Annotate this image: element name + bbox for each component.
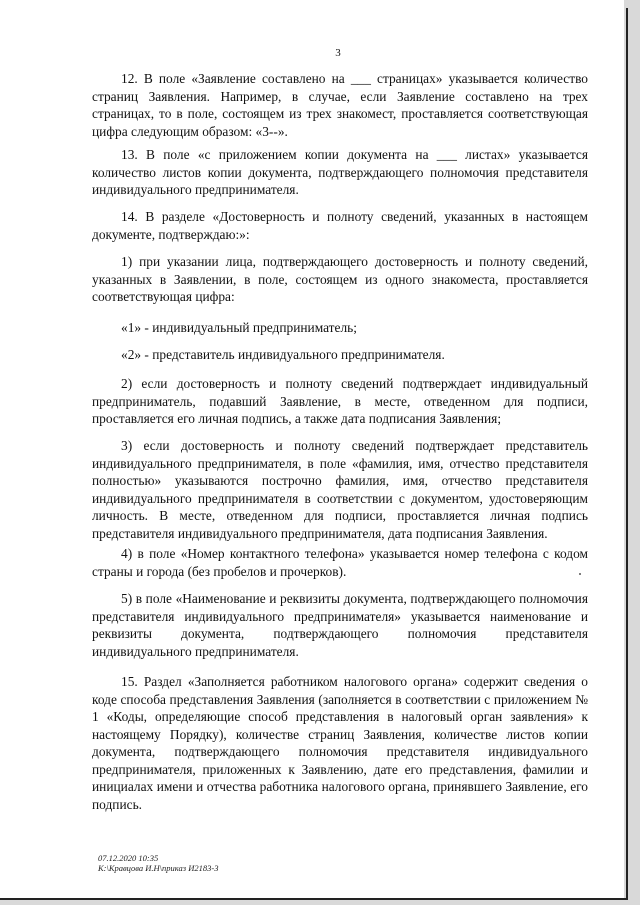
paragraph-12: 12. В поле «Заявление составлено на ___ страницах» указывается количество страниц Заявления. Например, в случае, если Заявление составлено на трех страницах, то в поле, состоящем из трех знакомест, проставляется соответствующая цифра следующим образом: «3--».: [92, 71, 588, 139]
paragraph-14: 14. В разделе «Достоверность и полноту сведений, указанных в настоящем документе, подтверждаю:»:: [92, 209, 588, 242]
document-footer: [98, 853, 218, 873]
paragraph-13: 13. В поле «с приложением копии документа на ___ листах» указывается количество листов копии документа, подтверждающего полномочия представителя индивидуального предпринимателя.: [92, 147, 588, 197]
paragraph-14-item-3: 3) если достоверность и полноту сведений подтверждает представитель индивидуального предпринимателя, в поле «фамилия, имя, отчество представителя полностью» указываются построчно фамилия, имя, отчество представителя индивидуального предпринимателя в соответствии с документом, удостоверяющим личность. В месте, отведенном для подписи, проставляется личная подпись представителя индивидуального предпринимателя, дата подписания Заявления.: [92, 438, 588, 541]
paragraph-15: 15. Раздел «Заполняется работником налогового органа» содержит сведения о коде способа представления Заявления (заполняется в соответствии с приложением № 1 «Коды, определяющие способ представления в налоговый орган заявления» к настоящему Порядку), количестве страниц Заявления, количестве листов копии документа, подтверждающего полномочия представителя индивидуального предпринимателя, приложенных к Заявлению, дате его представления, фамилии и инициалах имени и отчества работника налогового органа, принявшего Заявление, его подпись.: [92, 674, 588, 812]
option-1-line: «1» - индивидуальный предприниматель;: [121, 320, 357, 335]
option-2-line: «2» - представитель индивидуального предпринимателя.: [121, 347, 445, 362]
page-number: 3: [335, 47, 341, 59]
paragraph-14-item-1: 1) при указании лица, подтверждающего достоверность и полноту сведений, указанных в Заявлении, в поле, состоящем из одного знакоместа, проставляется соответствующая цифра:: [92, 254, 588, 304]
paragraph-14-item-4: 4) в поле «Номер контактного телефона» указывается номер телефона с кодом страны и города (без пробелов и прочерков).: [92, 546, 588, 579]
paragraph-14-item-2: 2) если достоверность и полноту сведений подтверждает индивидуальный предприниматель, подавший Заявление, в месте, отведенном для подписи, проставляется его личная подпись, а также дата подписания Заявления;: [92, 376, 588, 426]
paragraph-14-item-5: 5) в поле «Наименование и реквизиты документа, подтверждающего полномочия представителя индивидуального предпринимателя» указывается наименование и реквизиты документа, подтверждающего полномочия представителя индивидуального предпринимателя.: [92, 591, 588, 659]
page-edge-right: [626, 8, 628, 898]
footer-file-path: К:\Кравцова И.Н\приказ И2183-3: [98, 863, 219, 873]
page-edge-bottom: [0, 898, 628, 900]
scan-speck: [579, 573, 581, 575]
footer-timestamp: 07.12.2020 10:35: [98, 853, 159, 863]
